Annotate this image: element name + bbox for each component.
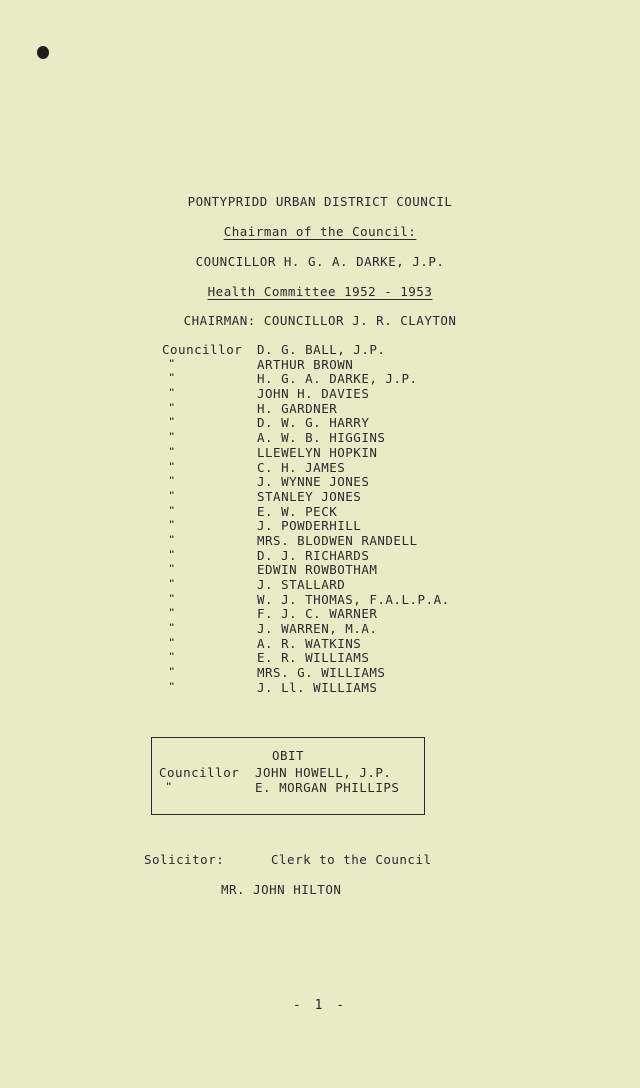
member-name: J. WARREN, M.A.: [257, 621, 378, 637]
obit-name: E. MORGAN PHILLIPS: [255, 780, 400, 795]
member-name: J. STALLARD: [257, 577, 346, 592]
member-name: D. G. BALL, J.P.: [257, 342, 386, 357]
obit-row: [159, 780, 399, 795]
member-row: [162, 490, 450, 505]
member-name: MRS. G. WILLIAMS: [257, 665, 386, 681]
member-name: D. J. RICHARDS: [257, 547, 370, 563]
obit-title: OBIT: [271, 748, 305, 763]
member-name: D. W. G. HARRY: [257, 415, 370, 431]
councillor-label: Councillor: [162, 342, 243, 357]
member-row: [162, 416, 450, 431]
member-name: ARTHUR BROWN: [257, 356, 354, 372]
member-row: [162, 651, 450, 666]
obit-list: [159, 765, 399, 795]
ditto-mark: ": [169, 637, 175, 648]
ditto-mark: ": [169, 608, 175, 619]
ditto-mark: ": [166, 782, 172, 792]
ditto-mark: ": [169, 593, 175, 604]
member-row: [162, 666, 450, 681]
member-row: [162, 343, 450, 358]
obit-row: [159, 765, 399, 780]
member-name: H. GARDNER: [257, 400, 338, 416]
member-name: A. R. WATKINS: [257, 635, 362, 651]
member-name: F. J. C. WARNER: [257, 606, 378, 622]
member-name: J. POWDERHILL: [257, 518, 362, 534]
member-list: [162, 343, 450, 696]
member-name: EDWIN ROWBOTHAM: [257, 562, 378, 578]
member-name: J. Ll. WILLIAMS: [257, 679, 378, 695]
obit-name: JOHN HOWELL, J.P.: [255, 765, 392, 780]
member-row: [162, 622, 450, 637]
member-row: [162, 519, 450, 534]
member-row: [162, 358, 450, 373]
ditto-mark: ": [169, 446, 175, 457]
member-row: [162, 607, 450, 622]
chairman-heading: Chairman of the Council:: [223, 224, 417, 239]
ditto-mark: ": [169, 461, 175, 472]
member-row: [162, 475, 450, 490]
obit-box: [151, 737, 425, 815]
ditto-mark: ": [169, 652, 175, 663]
ditto-mark: ": [169, 402, 175, 413]
member-row: [162, 446, 450, 461]
ditto-mark: ": [169, 549, 175, 560]
member-name: MRS. BLODWEN RANDELL: [257, 532, 418, 548]
ditto-mark: ": [169, 579, 175, 589]
member-row: [162, 505, 450, 520]
member-row: [162, 387, 450, 402]
member-row: [162, 372, 450, 387]
ditto-mark: ": [169, 564, 175, 575]
solicitor-label: Solicitor:: [144, 852, 225, 867]
ditto-mark: ": [169, 432, 175, 443]
member-name: W. J. THOMAS, F.A.L.P.A.: [257, 591, 450, 607]
member-row: [162, 534, 450, 549]
solicitor-name: MR. JOHN HILTON: [221, 882, 342, 897]
ditto-mark: ": [169, 534, 175, 545]
member-row: [162, 549, 450, 564]
chairman-name: COUNCILLOR H. G. A. DARKE, J.P.: [195, 254, 445, 269]
committee-title: Health Committee 1952 - 1953: [207, 284, 433, 299]
member-name: J. WYNNE JONES: [257, 474, 370, 490]
member-name: LLEWELYN HOPKIN: [257, 444, 378, 460]
ditto-mark: ": [169, 490, 175, 501]
member-row: [162, 402, 450, 417]
member-name: STANLEY JONES: [257, 488, 362, 504]
member-name: JOHN H. DAVIES: [257, 386, 370, 402]
ditto-mark: ": [169, 358, 175, 369]
member-row: [162, 637, 450, 652]
ditto-mark: ": [169, 505, 175, 516]
member-name: C. H. JAMES: [257, 459, 346, 475]
ditto-mark: ": [169, 681, 175, 692]
member-name: E. R. WILLIAMS: [257, 650, 370, 666]
page-number: - 1 -: [292, 998, 348, 1013]
council-title: PONTYPRIDD URBAN DISTRICT COUNCIL: [187, 194, 453, 209]
ditto-mark: ": [169, 623, 175, 634]
member-row: [162, 593, 450, 608]
member-name: H. G. A. DARKE, J.P.: [257, 371, 418, 387]
solicitor-role: Clerk to the Council: [271, 852, 432, 867]
ditto-mark: ": [169, 388, 175, 399]
member-row: [162, 681, 450, 696]
member-row: [162, 578, 450, 593]
member-row: [162, 461, 450, 476]
ditto-mark: ": [169, 520, 175, 531]
ditto-mark: ": [169, 417, 175, 428]
ditto-mark: ": [169, 667, 175, 678]
punch-hole-mark: [37, 46, 49, 59]
ditto-mark: ": [169, 476, 175, 487]
ditto-mark: ": [169, 373, 175, 384]
member-name: A. W. B. HIGGINS: [257, 430, 386, 446]
councillor-label: Councillor: [159, 765, 240, 780]
member-row: [162, 563, 450, 578]
member-name: E. W. PECK: [257, 503, 338, 519]
committee-chairman: CHAIRMAN: COUNCILLOR J. R. CLAYTON: [183, 313, 457, 328]
member-row: [162, 431, 450, 446]
